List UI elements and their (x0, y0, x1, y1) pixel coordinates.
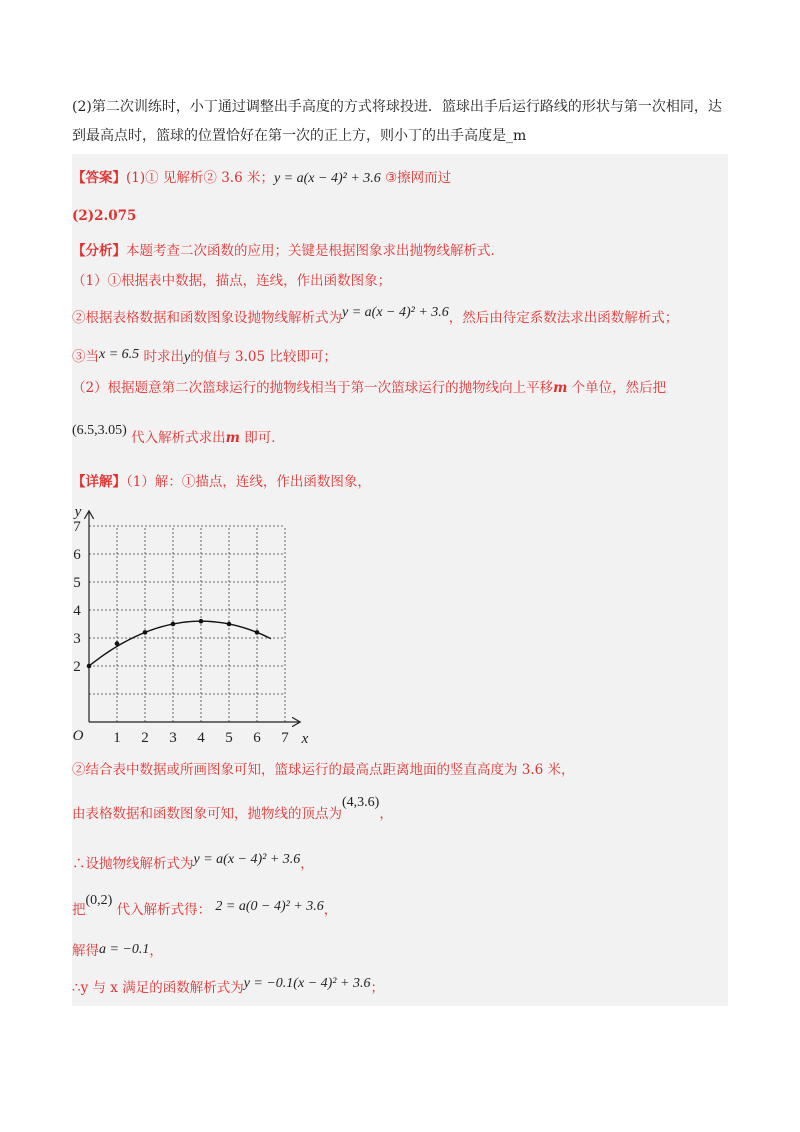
y-tick-label: 5 (73, 575, 81, 591)
analysis-step-4: （2）根据题意第二次篮球运行的抛物线相当于第一次篮球运行的抛物线向上平移m 个单位，然后把 (72, 380, 667, 396)
x-tick-label: 2 (141, 730, 149, 744)
question-line-1: (2)第二次训练时，小丁通过调整出手高度的方式将球投进．篮球出手后运行路线的形状与第一次相同，达 (72, 99, 722, 115)
answer-line (72, 166, 451, 187)
x-tick-label: 5 (225, 730, 233, 744)
detail-step-5-formula: 2 = a(0 − 4)² + 3.6 (215, 899, 324, 914)
detail-step-6: 解得a = −0.1， (72, 942, 163, 959)
answer-part1a: (1)① 见解析② 3.6 米； (126, 170, 274, 186)
data-point (227, 622, 232, 627)
analysis-intro: 本题考查二次函数的应用；关键是根据图象求出抛物线解析式． (126, 243, 504, 259)
x-tick-label: 7 (281, 730, 289, 744)
function-graph (72, 504, 322, 744)
analysis-step-5: (6.5,3.05) 代入解析式求出m 即可． (72, 423, 285, 446)
y-axis-label: y (74, 504, 82, 520)
y-tick-label: 3 (73, 631, 81, 647)
x-tick-label: 1 (113, 730, 121, 744)
y-tick-label: 7 (73, 519, 81, 535)
data-point (171, 622, 176, 627)
analysis-step-2-formula: y = a(x − 4)² + 3.6 (342, 305, 449, 320)
analysis-tag: 【分析】 (72, 243, 126, 259)
y-tick-label: 6 (73, 547, 81, 563)
x-axis-label: x (301, 731, 309, 744)
analysis-point: (6.5,3.05) (72, 423, 127, 438)
detail-step-4-formula: y = a(x − 4)² + 3.6 (193, 852, 301, 867)
data-point (199, 619, 204, 624)
answer-formula: y = a(x − 4)² + 3.6 (273, 171, 381, 186)
chart-labels (73, 504, 309, 744)
data-point (87, 664, 92, 669)
detail-step-7: ∴y 与 x 满足的函数解析式为y = −0.1(x − 4)² + 3.6； (72, 976, 384, 996)
answer-part1b: ③擦网而过 (385, 170, 452, 186)
answer-tag: 【答案】 (72, 170, 126, 186)
question-text (72, 93, 732, 151)
answer-part2: (2)2.075 (72, 208, 137, 224)
detail-step-6-formula: a = −0.1 (99, 942, 150, 957)
x-tick-label: 3 (169, 730, 177, 744)
detail-vertex: (4,3.6) (342, 795, 380, 810)
question-line-2: 到最高点时，篮球的位置恰好在第一次的正上方，则小丁的出手高度是_m (72, 128, 527, 144)
x-tick-label: 6 (253, 730, 261, 744)
analysis-step-2: ②根据表格数据和函数图象设抛物线解析式为y = a(x − 4)² + 3.6，然后由待定系数法求出函数解析式； (72, 305, 679, 326)
detail-step-2: ②结合表中数据或所画图象可知，篮球运行的最高点距离地面的竖直高度为 3.6 米， (72, 762, 575, 778)
data-point (143, 630, 148, 635)
origin-label: O (72, 728, 84, 744)
x-tick-label: 4 (197, 730, 205, 744)
analysis-step-3: ③当x = 6.5 时求出y的值与 3.05 比较即可； (72, 347, 337, 365)
data-point (255, 630, 260, 635)
chart-axes (89, 512, 299, 722)
detail-step-7-formula: y = −0.1(x − 4)² + 3.6 (243, 976, 371, 991)
detail-step-3: 由表格数据和函数图象可知，抛物线的顶点为(4,3.6)， (72, 795, 393, 822)
detail-step-4: ∴设抛物线解析式为y = a(x − 4)² + 3.6， (72, 852, 314, 872)
answer-panel (72, 154, 728, 1006)
analysis-line-intro (72, 239, 504, 259)
y-tick-label: 4 (73, 603, 81, 619)
detail-step-5: 把(0,2) 代入解析式得： 2 = a(0 − 4)² + 3.6， (72, 893, 338, 918)
chart-grid (89, 526, 285, 722)
detail-tag: 【详解】 (72, 474, 126, 490)
detail-point: (0,2) (85, 893, 113, 908)
detail-step-1: 【详解】（1）解：①描点，连线，作出函数图象， (72, 474, 371, 490)
data-point (115, 641, 120, 646)
y-tick-label: 2 (73, 659, 81, 675)
analysis-step-3-formula: x = 6.5 (99, 347, 140, 362)
analysis-step-1: （1）①根据表中数据，描点，连线，作出函数图象； (72, 273, 392, 289)
